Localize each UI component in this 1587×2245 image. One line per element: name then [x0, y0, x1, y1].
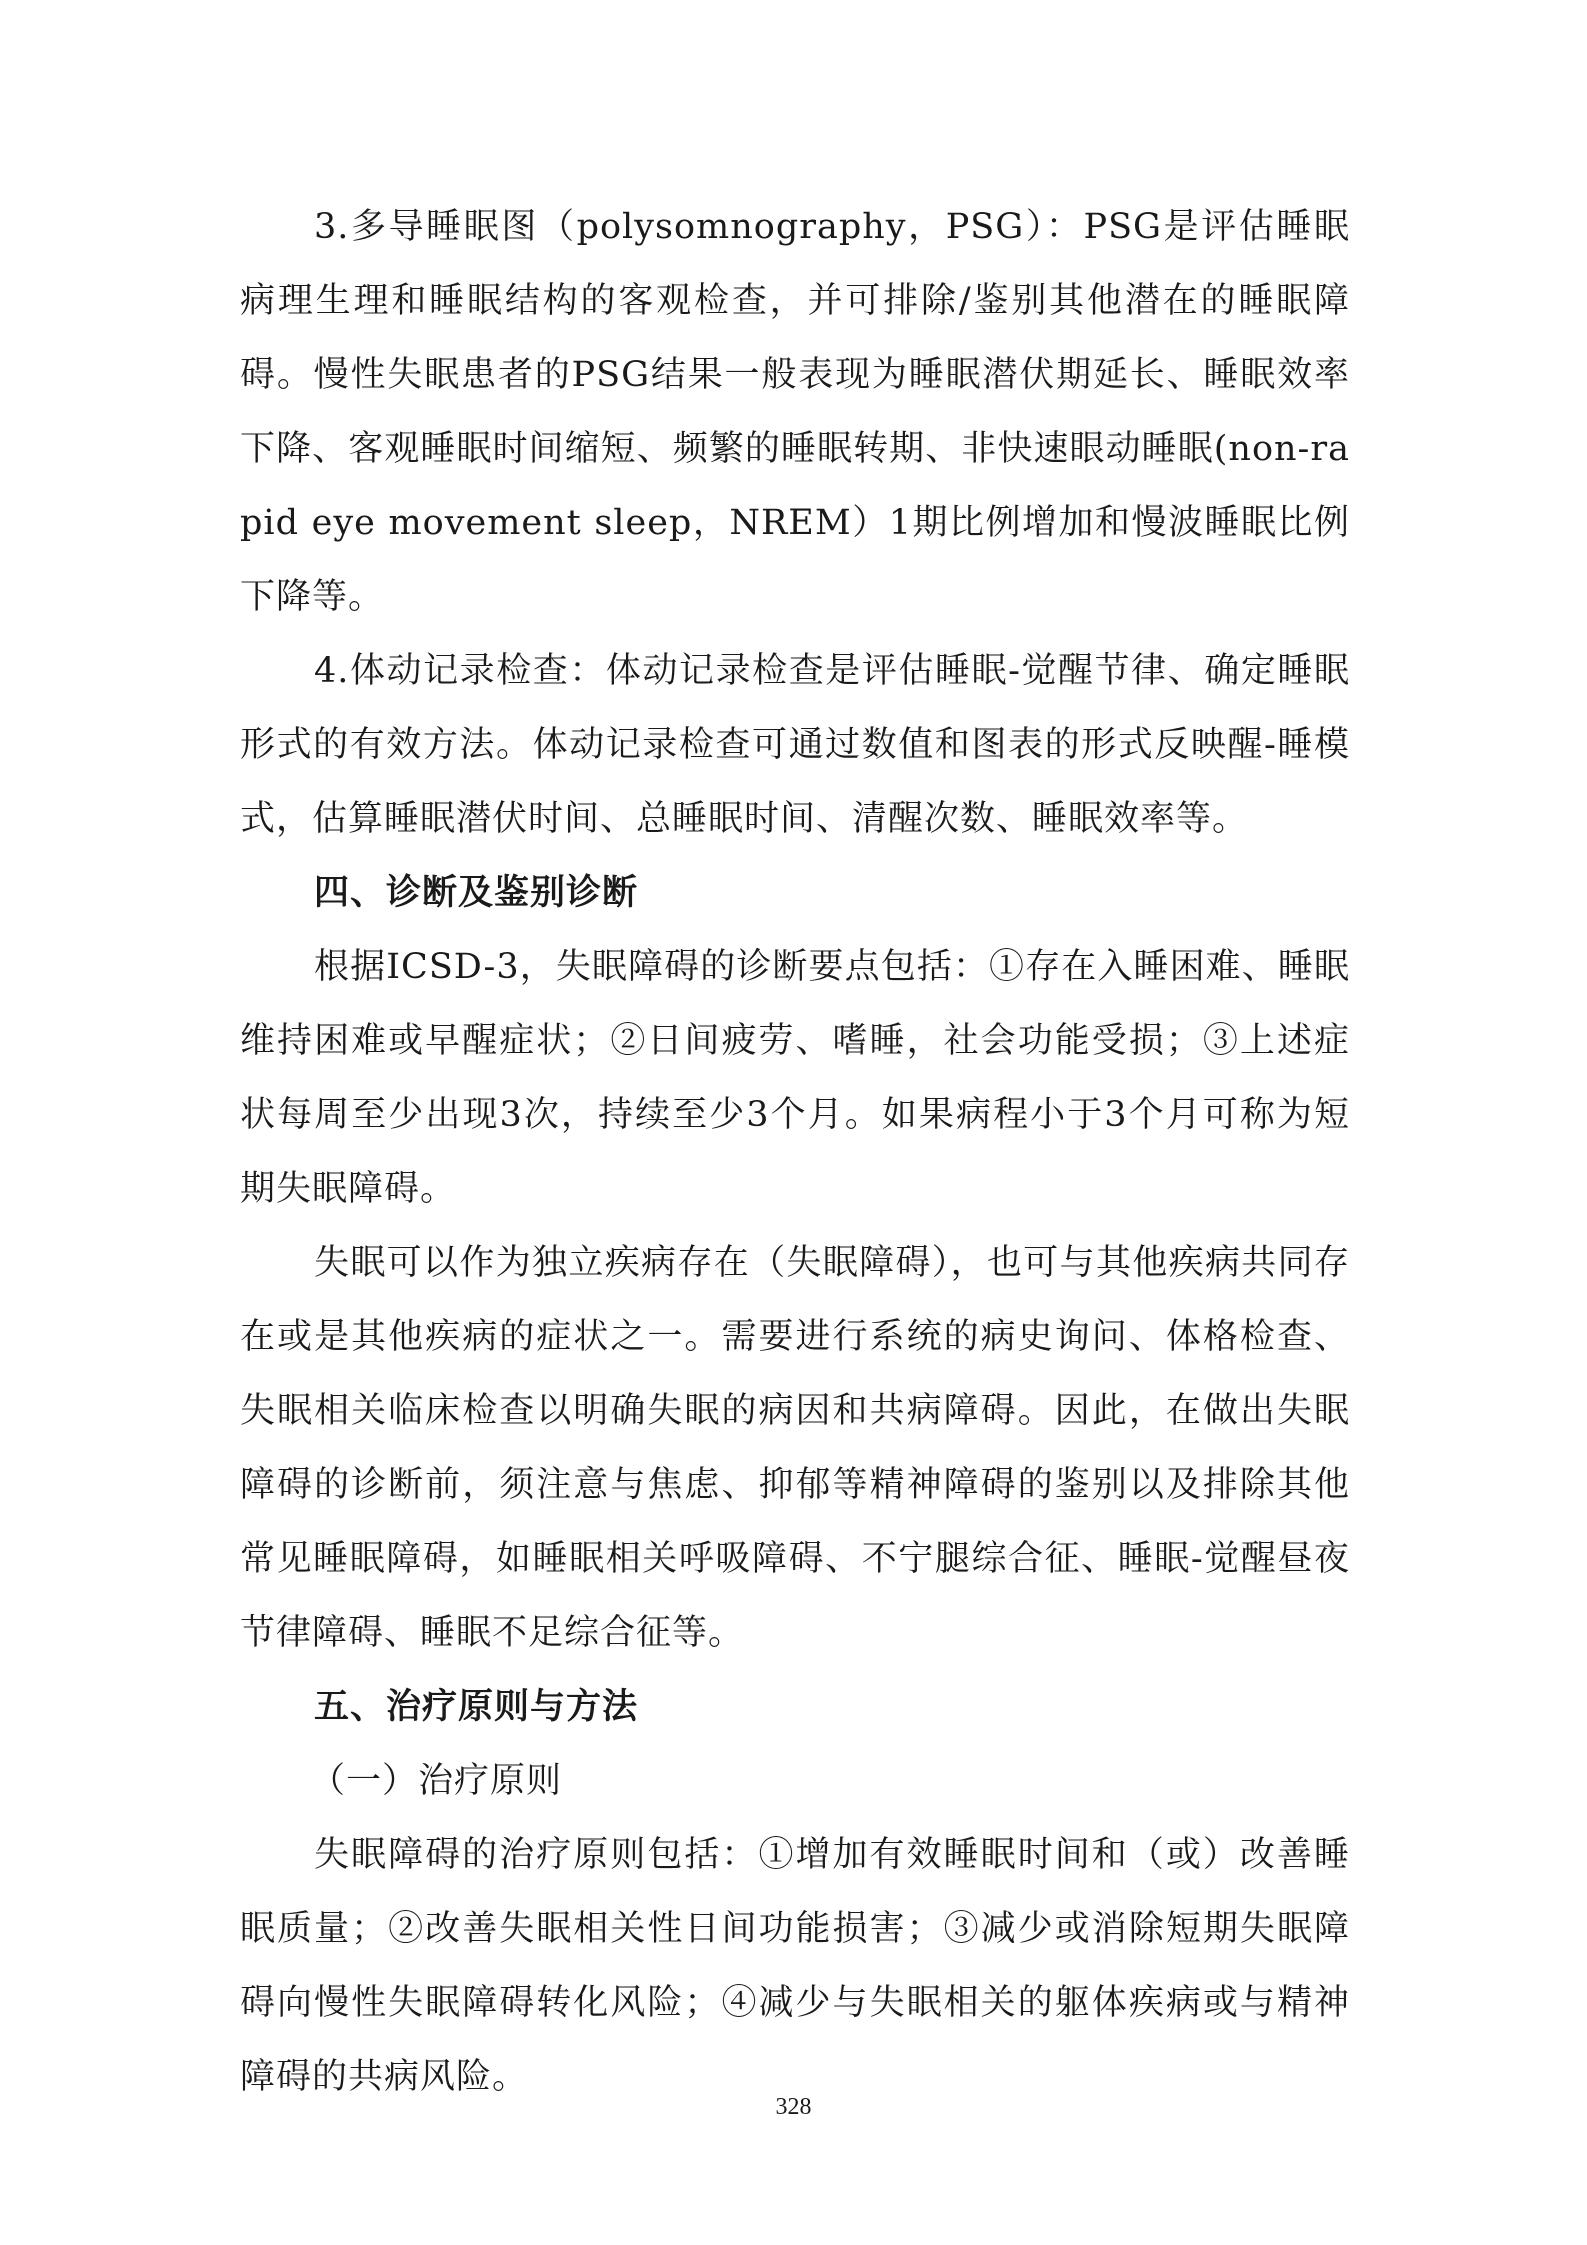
icsd-criteria-paragraph: 根据ICSD-3，失眠障碍的诊断要点包括：①存在入睡困难、睡眠维持困难或早醒症状；②日间疲劳、嗜睡，社会功能受损；③上述症状每周至少出现3次，持续至少3个月。如果病程小于3个月可称为短期失眠障碍。 — [240, 947, 1350, 1209]
treatment-principles-paragraph: 失眠障碍的治疗原则包括：①增加有效睡眠时间和（或）改善睡眠质量；②改善失眠相关性日间功能损害；③减少或消除短期失眠障碍向慢性失眠障碍转化风险；④减少与失眠相关的躯体疾病或与精神障碍的共病风险。 — [240, 1835, 1350, 2097]
actigraphy-paragraph: 4.体动记录检查：体动记录检查是评估睡眠-觉醒节律、确定睡眠形式的有效方法。体动记录检查可通过数值和图表的形式反映醒-睡模式，估算睡眠潜伏时间、总睡眠时间、清醒次数、睡眠效率等。 — [240, 651, 1350, 839]
page-number: 328 — [775, 2094, 812, 2120]
treatment-principles-subheading: （一）治疗原则 — [310, 1761, 563, 1801]
psg-paragraph: 3.多导睡眠图（polysomnography，PSG）：PSG是评估睡眠病理生理和睡眠结构的客观检查，并可排除/鉴别其他潜在的睡眠障碍。慢性失眠患者的PSG结果一般表现为睡眠潜伏期延长、睡眠效率下降、客观睡眠时间缩短、频繁的睡眠转期、非快速眼动睡眠(non-rapid eye movement sleep，NREM）1期比例增加和慢波睡眠比例下降等。 — [240, 207, 1350, 617]
differential-diagnosis-paragraph: 失眠可以作为独立疾病存在（失眠障碍），也可与其他疾病共同存在或是其他疾病的症状之一。需要进行系统的病史询问、体格检查、失眠相关临床检查以明确失眠的病因和共病障碍。因此，在做出失眠障碍的诊断前，须注意与焦虑、抑郁等精神障碍的鉴别以及排除其他常见睡眠障碍，如睡眠相关呼吸障碍、不宁腿综合征、睡眠-觉醒昼夜节律障碍、睡眠不足综合征等。 — [240, 1243, 1350, 1653]
diagnosis-heading: 四、诊断及鉴别诊断 — [314, 872, 639, 913]
page-body — [240, 190, 1350, 2114]
treatment-heading: 五、治疗原则与方法 — [314, 1686, 639, 1727]
